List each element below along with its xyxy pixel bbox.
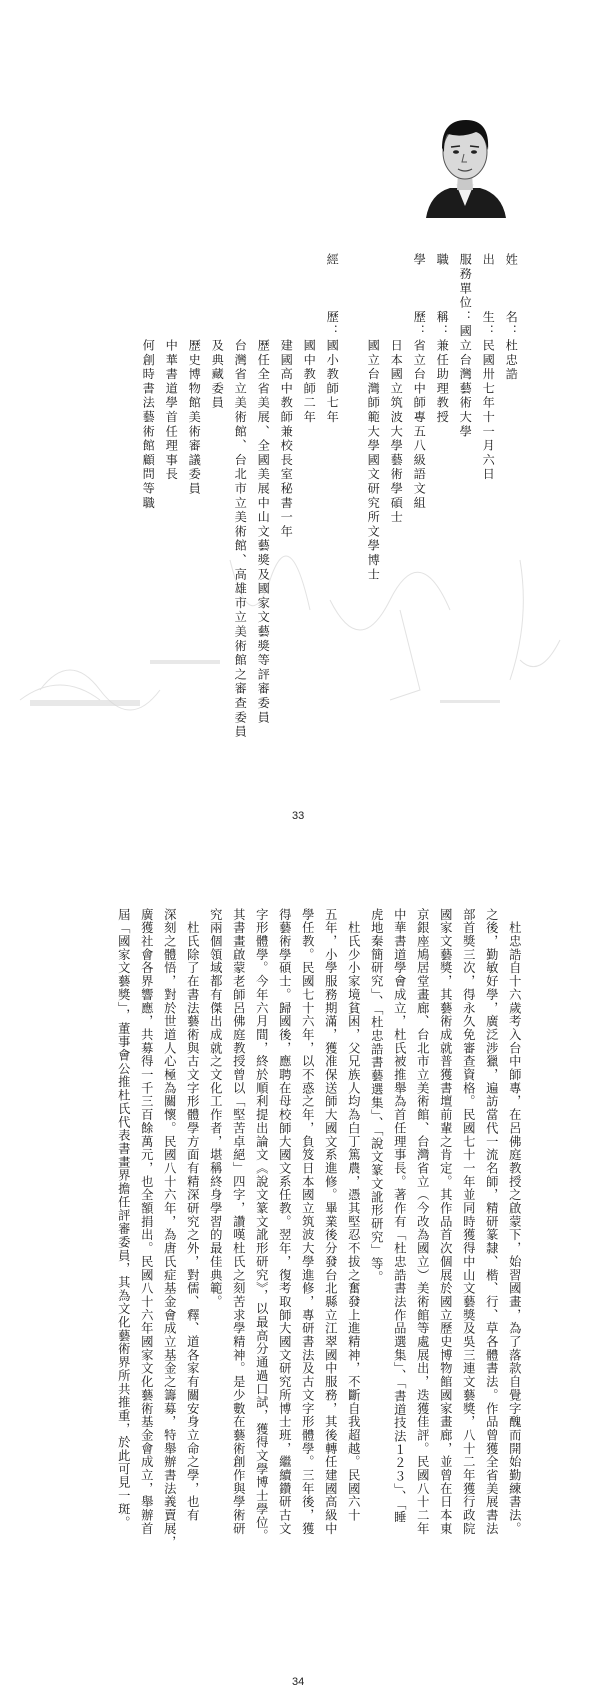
body-column: 杜氏除了在書法藝術與古文字形體學方面有精深研究之外，對儒、釋、道各家有關安身立命之學，也有 [185,908,200,1523]
name-line: 姓 名：杜忠誥 [504,253,519,382]
page-number: 34 [292,1676,305,1688]
body-column: 屆「國家文藝獎」，董事會公推杜氏代表書畫界擔任評審委員，其為文化藝術界所共推重，於此可見一斑。 [116,908,131,1530]
body-column: 之後，勤敏好學，廣泛涉獵，遍訪當代一流名師，精研篆隸、楷、行、草各體書法。作品曾獲全省美展書法 [484,908,499,1536]
body-column: 學任教。民國七十六年，以不惑之年，負笈日本國立筑波大學進修，專研書法及古文字形體學。三年後，獲 [300,908,315,1536]
body-column: 京銀座鳩居堂畫廊、台北市立美術館、台灣省立（今改為國立）美術館等處展出，迭獲佳評。民國八十二年 [415,908,430,1536]
experience-line-1: 經 歷：國小教師七年 [325,253,340,425]
experience-line-2: 國中教師二年 [302,253,317,425]
body-column: 得藝術學碩士。歸國後，應聘在母校師大國文系任教。翌年，復考取師大國文研究所博士班，繼續鑽研古文 [277,908,292,1536]
body-column: 五年，小學服務期滿，獲准保送師大國文系進修。畢業後分發台北縣立江翠國中服務，其後轉任建國高級中 [323,908,338,1536]
body-column: 究兩個領域都有傑出成就之文化工作者，堪稱終身學習的最佳典範。 [208,908,223,1309]
body-column: 中華書道學會成立，杜氏被推舉為首任理事長。著作有「杜忠誥書法作品選集」、「書道技法１２３」、「睡 [392,908,407,1525]
experience-line-6: 及典藏委員 [210,253,225,411]
experience-line-8: 中華書道學首任理事長 [164,253,179,482]
experience-line-4: 歷任全省美展、全國美展中山文藝獎及國家文藝獎等評審委員 [256,253,271,725]
body-column: 部首獎三次，得永久免審查資格。民國七十一年並同時獲得中山文藝獎及吳三連文藝獎，八十二年獲行政院 [461,908,476,1536]
education-line-2: 日本國立筑波大學藝術學碩士 [389,253,404,525]
body-column: 虎地秦簡研究」、「杜忠誥書藝選集」、「說文篆文訛形研究」等。 [369,908,384,1284]
page-number: 33 [292,810,305,822]
experience-line-9: 何創時書法藝術館顧問等職 [141,253,156,511]
author-portrait [418,108,512,218]
education-line-1: 學 歷：省立台中師專五八級語文組 [412,253,427,511]
employer-line: 服務單位：國立台灣藝術大學 [458,253,473,439]
experience-line-7: 歷史博物館美術審議委員 [187,253,202,497]
body-column: 深刻之體悟，對於世道人心極為關懷。民國八十六年，為唐氏症基金會成立基金之籌募，特舉辦書法義賣展， [162,908,177,1549]
body-column: 國家文藝獎，其藝術成就普獲書壇前輩之肯定。其作品首次個展於國立歷史博物館國家畫廊，並曾在日本東 [438,908,453,1536]
body-column: 字形體學。今年六月間，終於順利提出論文《說文篆文訛形研究》，以最高分通過口試，獲得文學博士學位。 [254,908,269,1543]
page-33 [0,0,599,850]
title-line: 職 稱：兼任助理教授 [435,253,450,425]
education-line-3: 國立台灣師範大學國文研究所文學博士 [366,253,381,582]
body-column: 杜氏少小家境貧困，父兄族人均為白丁篤農，憑其堅忍不拔之奮發上進精神，不斷自我超越。民國六十 [346,908,361,1523]
experience-line-3: 建國高中教師兼校長室秘書一年 [279,253,294,539]
birth-line: 出 生：民國卅七年十一月六日 [481,253,496,482]
experience-line-5: 台灣省立美術館、台北市立美術館、高雄市立美術館之審查委員 [233,253,248,740]
body-column: 廣獲社會各界響應，共募得一千三百餘萬元，也全額捐出。民國八十六年國家文化藝術基金會成立，舉辦首 [139,908,154,1536]
body-column: 其書畫啟蒙老師呂佛庭教授曾以「堅苦卓絕」四字，讚嘆杜氏之刻苦求學精神。是少數在藝術創作與學術研 [231,908,246,1536]
page-34 [0,850,599,1701]
body-column: 杜忠誥自十六歲考入台中師專，在呂佛庭教授之啟蒙下，始習國畫，為了落款自覺字醜而開始勤練書法。 [507,908,522,1536]
